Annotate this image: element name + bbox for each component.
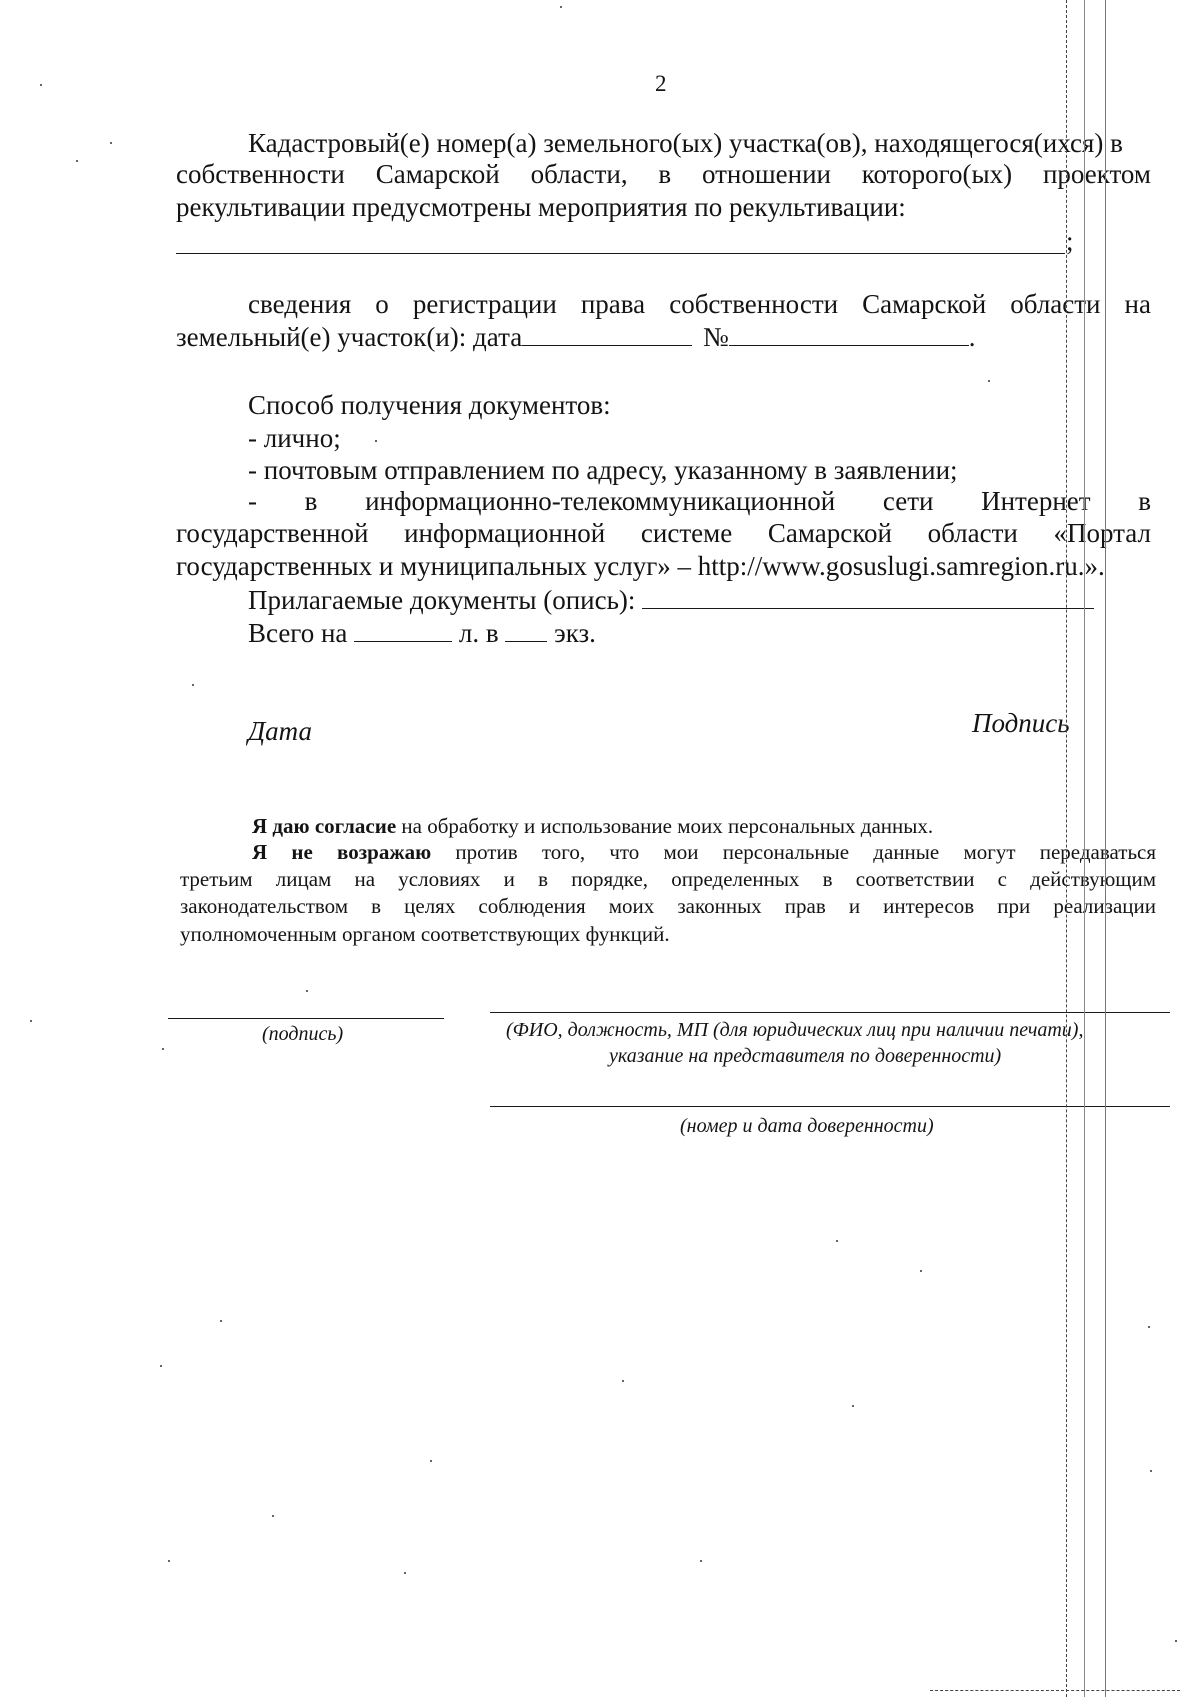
consent-bold: Я даю согласие — [252, 814, 397, 838]
registration-line-1: сведения о регистрации права собственности Самарской области на — [248, 289, 1151, 319]
scan-speck — [852, 1405, 854, 1407]
consent-line-5: уполномоченным органом соответствующих функций. — [180, 922, 670, 946]
scan-speck — [1150, 1470, 1152, 1472]
page-number: 2 — [655, 71, 667, 96]
delivery-option-internet-line-2: государственной информационной системе Самарской области «Портал — [176, 518, 1151, 548]
fio-caption-line-1: (ФИО, должность, МП (для юридических лиц при наличии печати), — [506, 1019, 1084, 1041]
total-prefix: Всего на — [248, 618, 348, 648]
scan-speck — [988, 380, 990, 382]
consent-line-4: законодательством в целях соблюдения моих законных прав и интересов при реализации — [180, 894, 1156, 918]
scan-speck — [220, 1320, 222, 1322]
scan-bottom-dash — [930, 1690, 1180, 1691]
consent-line-3: третьим лицам на условиях и в порядке, определенных в соответствии с действующим — [180, 867, 1156, 891]
scan-margin-line-dashed — [1066, 0, 1067, 1697]
scan-speck — [375, 440, 377, 442]
signature-field[interactable] — [168, 1018, 444, 1019]
power-of-attorney-caption: (номер и дата доверенности) — [680, 1115, 934, 1137]
scan-speck — [920, 1270, 922, 1272]
scan-speck — [622, 1380, 624, 1382]
delivery-option-internet-line-3: государственных и муниципальных услуг» – http://www.gosuslugi.samregion.ru.». — [176, 551, 1105, 581]
no-objection-text: против того, что мои персональные данные могут передаваться — [455, 840, 1156, 864]
scan-speck — [836, 1240, 838, 1242]
sheets-count-field[interactable] — [354, 619, 452, 642]
signature-label: Подпись — [972, 708, 1070, 738]
attachments-label: Прилагаемые документы (опись): — [248, 585, 636, 615]
cadastral-line-3: рекультивации предусмотрены мероприятия по рекультивации: — [176, 192, 906, 222]
delivery-heading: Способ получения документов: — [248, 390, 611, 420]
scan-speck — [1175, 1640, 1177, 1642]
scan-margin-line-1 — [1084, 0, 1085, 1697]
scan-speck — [192, 684, 194, 686]
scan-speck — [404, 1572, 406, 1574]
scan-speck — [700, 1560, 702, 1562]
registration-date-field[interactable] — [522, 323, 692, 346]
copies-label: экз. — [554, 618, 596, 648]
registration-number-field[interactable] — [729, 323, 969, 346]
copies-count-field[interactable] — [505, 619, 547, 642]
attachments-total-row — [248, 616, 596, 650]
registration-end: . — [968, 322, 976, 352]
date-label: Дата — [248, 716, 313, 746]
scan-speck — [272, 1515, 274, 1517]
scan-speck — [30, 1020, 32, 1022]
consent-line — [252, 812, 933, 840]
registration-line-2 — [176, 320, 975, 354]
scan-speck — [110, 142, 112, 144]
scan-speck — [306, 990, 308, 992]
cadastral-line-2: собственности Самарской области, в отношении которого(ых) проектом — [176, 159, 1151, 189]
scan-speck — [1148, 1326, 1150, 1328]
fio-field[interactable] — [490, 1012, 1170, 1013]
delivery-option-mail: - почтовым отправлением по адресу, указанному в заявлении; — [248, 455, 958, 485]
consent-text: на обработку и использование моих персональных данных. — [401, 814, 934, 838]
delivery-option-personal: - лично; — [248, 423, 341, 453]
scan-speck — [76, 160, 78, 162]
scan-speck — [560, 6, 562, 8]
scan-speck — [430, 1460, 432, 1462]
registration-date-label: земельный(е) участок(и): дата — [176, 322, 523, 352]
no-objection-line — [252, 838, 1156, 866]
number-sign: № — [702, 322, 729, 352]
scan-speck — [40, 84, 42, 86]
cadastral-number-field[interactable] — [176, 253, 1065, 254]
sheets-label: л. в — [458, 618, 499, 648]
delivery-option-internet-line-1: - в информационно-телекоммуникационной сети Интернет в — [248, 486, 1151, 516]
cadastral-end: ; — [1066, 226, 1074, 256]
attachments-row — [248, 583, 1094, 617]
attachments-field[interactable] — [642, 586, 1094, 609]
scan-margin-line-2 — [1105, 0, 1106, 1697]
scan-speck — [162, 1048, 164, 1050]
no-objection-bold: Я не возражаю — [252, 840, 432, 864]
fio-caption-line-2: указание на представителя по доверенности) — [609, 1045, 1002, 1067]
signature-caption: (подпись) — [262, 1023, 344, 1045]
power-of-attorney-field[interactable] — [490, 1106, 1170, 1107]
cadastral-line-1: Кадастровый(е) номер(а) земельного(ых) участка(ов), находящегося(ихся) в — [248, 128, 1123, 158]
scan-speck — [160, 1365, 162, 1367]
scan-speck — [168, 1560, 170, 1562]
